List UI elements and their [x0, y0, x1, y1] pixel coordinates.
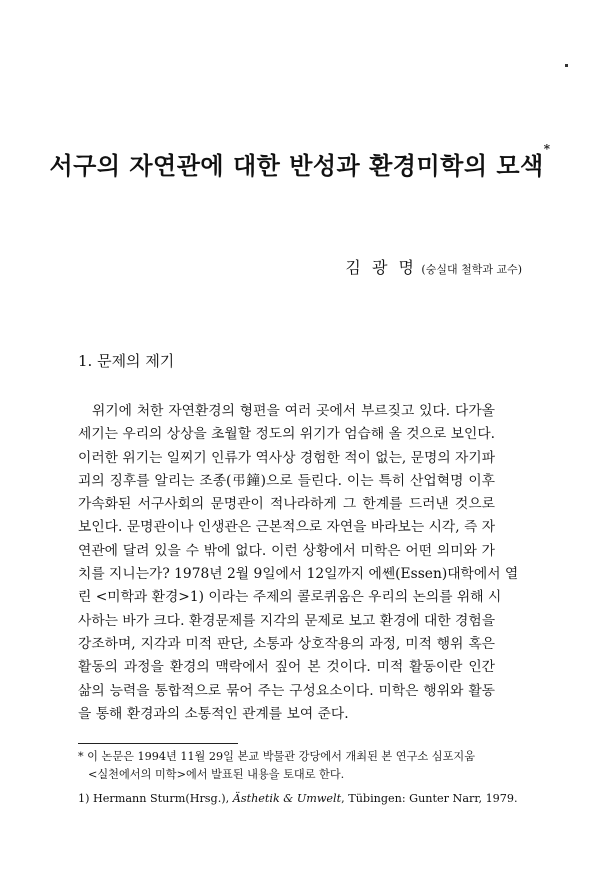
paragraph-line: 위기에 처한 자연환경의 형편을 여러 곳에서 부르짖고 있다. 다가올 — [92, 403, 495, 419]
paragraph-line: 보인다. 문명관이나 인생관은 근본적으로 자연을 바라보는 시각, 즉 자 — [78, 519, 496, 536]
paragraph-line: 세기는 우리의 상상을 초월할 정도의 위기가 엄습해 올 것으로 보인다. — [78, 426, 496, 443]
section-heading: 1. 문제의 제기 — [78, 352, 175, 370]
paragraph-line: 이러한 위기는 일찌기 인류가 역사상 경험한 적이 없는, 문명의 자기파 — [78, 449, 496, 466]
body-paragraph — [78, 400, 519, 726]
paragraph-line: 괴의 징후를 알리는 조종(弔鐘)으로 들린다. 이는 특히 산업혁명 이후 — [78, 472, 495, 489]
footnote-ref-prefix: 1) Hermann Sturm(Hrsg.), — [78, 792, 233, 805]
scan-speck — [565, 64, 568, 67]
footnote-star-line: <실천에서의 미학>에서 발표된 내용을 토대로 한다. — [88, 767, 345, 781]
title-footnote-mark: * — [543, 142, 551, 156]
author-line — [345, 255, 522, 278]
paragraph-line: 가속화된 서구사회의 문명관이 적나라하게 그 한계를 드러낸 것으로 — [78, 496, 495, 513]
footnote-star-line: * 이 논문은 1994년 11월 29일 본교 박물관 강당에서 개최된 본 연구소 심포지움 — [78, 750, 476, 763]
paper-title — [0, 142, 600, 181]
footnote-reference — [78, 790, 518, 808]
author-name: 김 광 명 — [345, 258, 417, 277]
author-affiliation: (숭실대 철학과 교수) — [421, 263, 522, 276]
paragraph-line: 활동의 과정을 환경의 맥락에서 짚어 본 것이다. 미적 활동이란 인간 — [78, 659, 495, 676]
paragraph-line: 을 통해 환경과의 소통적인 관계를 보여 준다. — [78, 705, 349, 722]
footnotes — [78, 748, 518, 808]
paragraph-line: 강조하며, 지각과 미적 판단, 소통과 상호작용의 과정, 미적 행위 혹은 — [78, 635, 495, 652]
paper-title-text: 서구의 자연관에 대한 반성과 환경미학의 모색 — [49, 151, 544, 180]
footnote-ref-suffix: , Tübingen: Gunter Narr, 1979. — [341, 792, 518, 805]
paragraph-line: 사하는 바가 크다. 환경문제를 지각의 문제로 보고 환경에 대한 경험을 — [78, 612, 496, 629]
paragraph-line: 삶의 능력을 통합적으로 묶어 주는 구성요소이다. 미학은 행위와 활동 — [78, 682, 495, 699]
paragraph-line: 린 <미학과 환경>1) 이라는 주제의 콜로퀴움은 우리의 논의를 위해 시 — [78, 589, 502, 606]
footnote-divider — [78, 743, 238, 744]
paragraph-line: 연관에 달려 있을 수 밖에 없다. 이런 상황에서 미학은 어떤 의미와 가 — [78, 542, 495, 559]
footnote-ref-title: Ästhetik & Umwelt — [232, 792, 342, 805]
paragraph-line: 치를 지니는가? 1978년 2월 9일에서 12일까지 에쎈(Essen)대학에서 열 — [78, 566, 519, 583]
